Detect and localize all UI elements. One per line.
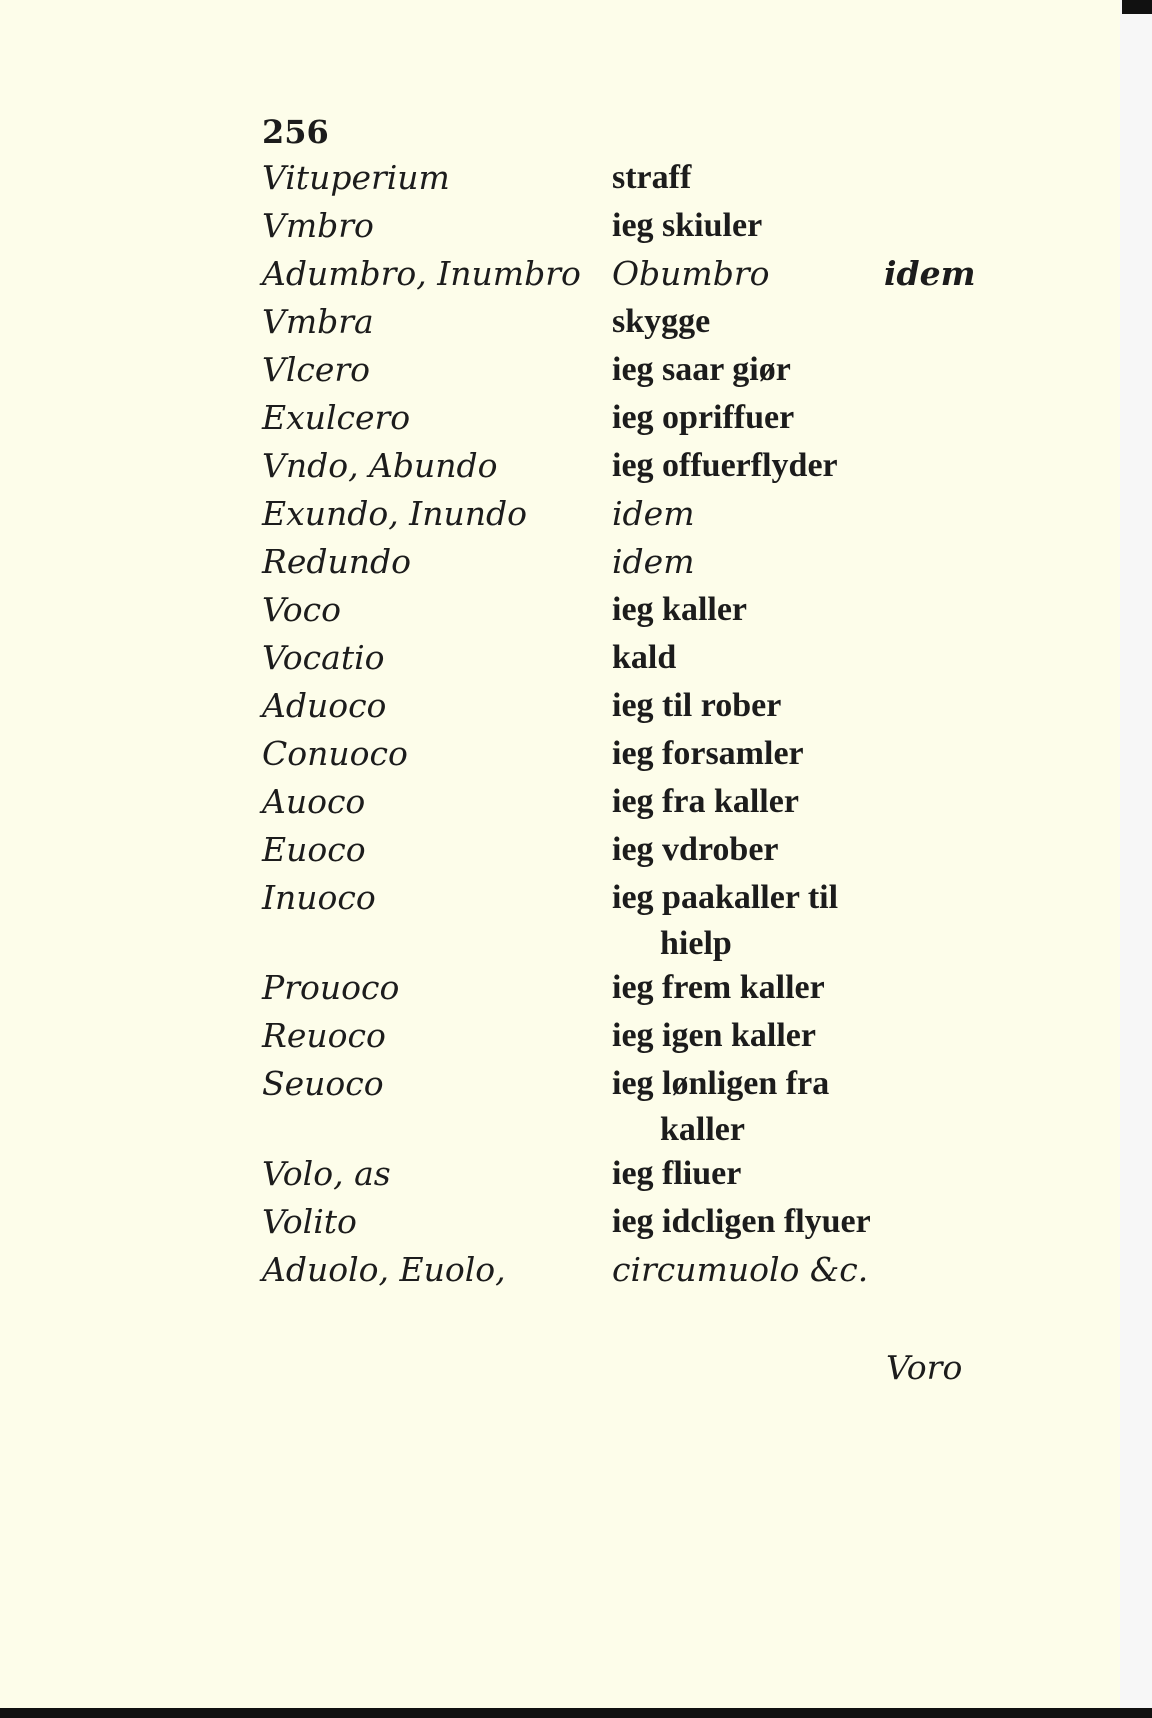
latin-term: Vlcero (262, 350, 371, 389)
scan-edge-mark (1122, 0, 1152, 14)
catchword: Voro (886, 1348, 963, 1387)
danish-translation: ieg fliuer (612, 1155, 742, 1192)
latin-term: Vndo, Abundo (262, 446, 498, 485)
latin-term: Conuoco (262, 734, 408, 773)
latin-term: Seuoco (262, 1064, 384, 1103)
latin-term: Aduoco (262, 686, 387, 725)
danish-translation: ieg paakaller til (612, 879, 839, 916)
latin-term: Exundo, Inundo (262, 494, 527, 533)
latin-term: Prouoco (262, 968, 400, 1007)
danish-translation: Obumbro (612, 254, 770, 293)
idem-note: idem (884, 254, 976, 293)
latin-term: Reuoco (262, 1016, 386, 1055)
latin-term: Voco (262, 590, 342, 629)
danish-translation: skygge (612, 303, 711, 340)
latin-term: Auoco (262, 782, 366, 821)
latin-term: Redundo (262, 542, 411, 581)
danish-translation: ieg til rober (612, 687, 782, 724)
scan-bottom-edge (0, 1708, 1152, 1718)
latin-term: Vituperium (262, 158, 450, 197)
danish-translation: ieg idcligen flyuer (612, 1203, 871, 1240)
danish-translation: idem (612, 542, 695, 581)
danish-translation: ieg kaller (612, 591, 748, 628)
danish-translation-continuation: hielp (660, 925, 732, 962)
danish-translation: idem (612, 494, 695, 533)
danish-translation: ieg frem kaller (612, 969, 825, 1006)
danish-translation: ieg opriffuer (612, 399, 795, 436)
danish-translation-continuation: kaller (660, 1111, 745, 1148)
danish-translation: straff (612, 159, 692, 196)
danish-translation: ieg saar giør (612, 351, 791, 388)
danish-translation: ieg vdrober (612, 831, 779, 868)
latin-term: Vmbra (262, 302, 374, 341)
latin-term: Euoco (262, 830, 366, 869)
danish-translation: ieg offuerflyder (612, 447, 838, 484)
latin-term: Adumbro, Inumbro (262, 254, 581, 293)
latin-term: Volito (262, 1202, 357, 1241)
latin-term: Exulcero (262, 398, 411, 437)
scan-margin (1120, 0, 1152, 1718)
danish-translation: circumuolo &c. (612, 1250, 869, 1289)
danish-translation: kald (612, 639, 677, 676)
page-number: 256 (262, 113, 329, 151)
latin-term: Aduolo, Euolo, (262, 1250, 506, 1289)
danish-translation: ieg igen kaller (612, 1017, 816, 1054)
danish-translation: ieg forsamler (612, 735, 804, 772)
danish-translation: ieg lønligen fra (612, 1065, 830, 1102)
latin-term: Volo, as (262, 1154, 391, 1193)
latin-term: Inuoco (262, 878, 376, 917)
danish-translation: ieg fra kaller (612, 783, 799, 820)
latin-term: Vocatio (262, 638, 385, 677)
latin-term: Vmbro (262, 206, 374, 245)
danish-translation: ieg skiuler (612, 207, 763, 244)
